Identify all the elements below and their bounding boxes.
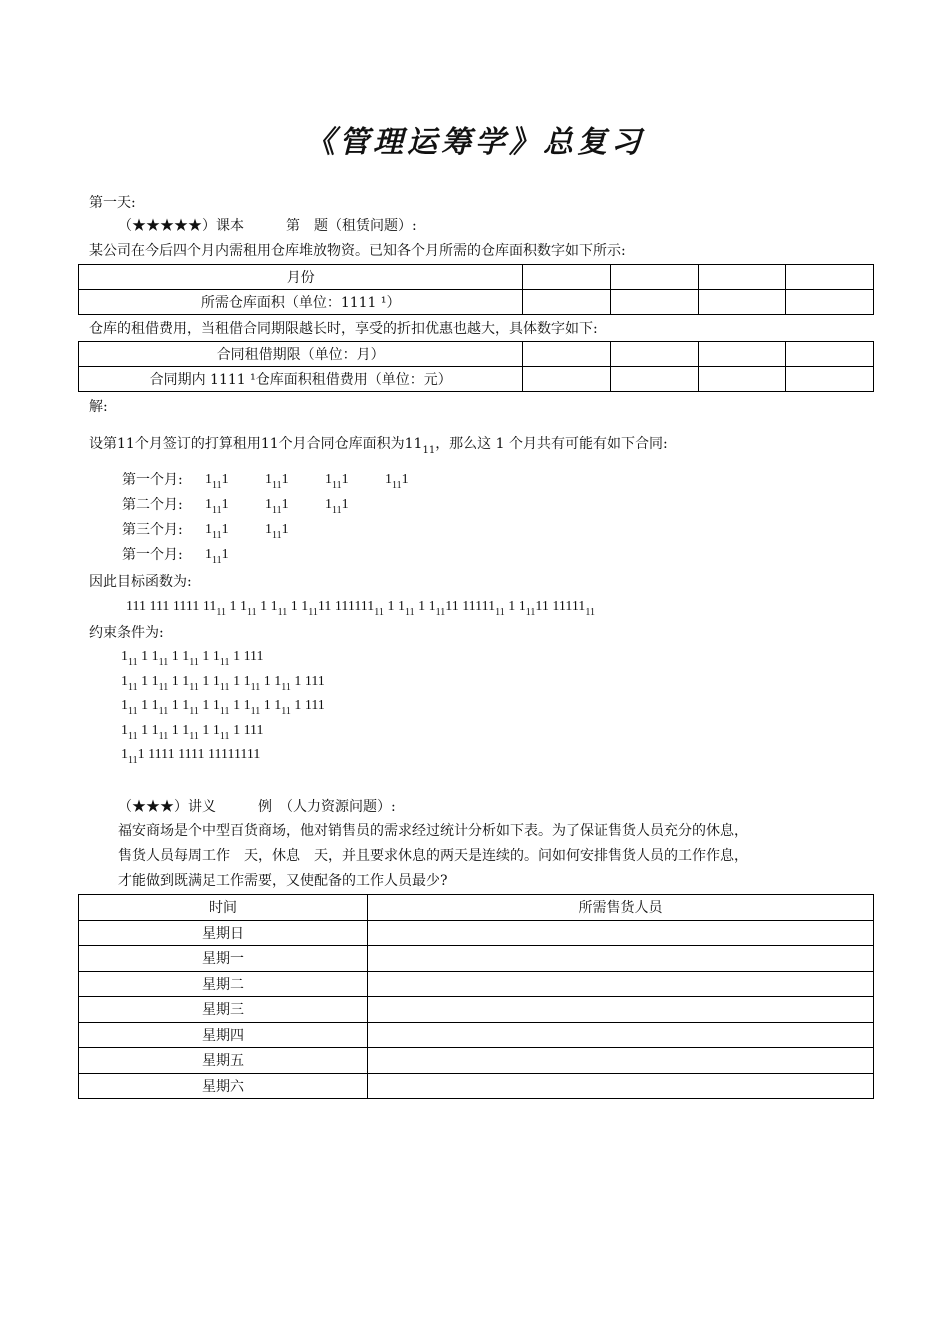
- day-cell: 星期一: [79, 946, 368, 972]
- day-cell: 星期三: [79, 997, 368, 1023]
- section1-para2: 仓库的租借费用，当租借合同期限越长时，享受的折扣优惠也越大，具体数字如下:: [89, 321, 598, 337]
- warehouse-area-table: [78, 264, 874, 315]
- var-x31: $1_{11}1$: [205, 522, 229, 541]
- var-x32: $1_{11}1$: [265, 522, 289, 541]
- var-x13: $1_{11}1$: [325, 472, 349, 491]
- var-x21: $1_{11}1$: [205, 497, 229, 516]
- var-x23: $1_{11}1$: [325, 497, 349, 516]
- day-cell: 星期五: [79, 1048, 368, 1074]
- section1-para1: 某公司在今后四个月内需租用仓库堆放物资。已知各个月所需的仓库面积数字如下所示:: [89, 243, 626, 259]
- table-row: [79, 265, 874, 290]
- constraints-label: 约束条件为:: [89, 625, 164, 641]
- var-x14: $1_{11}1$: [385, 472, 409, 491]
- constraint-3: $1_{11}$ 1 $1_{11}$ 1 $1_{11}$ 1 $1_{11}$ 1 $1_{11}$ 1 $1_{11}$ 1 111: [121, 698, 325, 717]
- constraint-4: $1_{11}$ 1 $1_{11}$ 1 $1_{11}$ 1 $1_{11}$ 1 111: [121, 723, 264, 742]
- constraint-nonneg: $1_{11}1$ 1111 1111 11111111: [121, 747, 261, 766]
- month-4-label: 第一个月:: [122, 547, 183, 563]
- day-cell: 星期四: [79, 1022, 368, 1048]
- table-row: [79, 920, 874, 946]
- area-header: 所需仓库面积（单位：1111 ¹）: [79, 290, 523, 315]
- var-x22: $1_{11}1$: [265, 497, 289, 516]
- section2-para3: 才能做到既满足工作需要，又使配备的工作人员最少?: [118, 873, 448, 889]
- table-row: [79, 997, 874, 1023]
- objective-label: 因此目标函数为:: [89, 574, 192, 590]
- table-row: [79, 971, 874, 997]
- month-header: 月份: [79, 265, 523, 290]
- day-cell: 星期日: [79, 920, 368, 946]
- section1-heading: （★★★★★）课本 第 题（租赁问题）:: [118, 218, 417, 234]
- day-label: 第一天:: [89, 195, 136, 211]
- table-row: [79, 1048, 874, 1074]
- lease-term-header: 合同租借期限（单位：月）: [79, 342, 523, 367]
- section2-para2: 售货人员每周工作 天，休息 天，并且要求休息的两天是连续的。问如何安排售货人员的工作作息，: [118, 848, 748, 864]
- lease-cost-header: 合同期内 1111 ¹仓库面积租借费用（单位：元）: [79, 367, 523, 392]
- staff-requirement-table: [78, 894, 874, 1099]
- table-row: [79, 946, 874, 972]
- variable-definition: 设第11个月签订的打算租用11个月合同仓库面积为$11_{11}$，那么这 1 个月共有可能有如下合同:: [89, 436, 668, 456]
- table-row: [79, 342, 874, 367]
- section2-heading: （★★★）讲义 例 （人力资源问题）:: [118, 799, 396, 815]
- time-header: 时间: [79, 895, 368, 921]
- table-row: [79, 1073, 874, 1099]
- constraint-2: $1_{11}$ 1 $1_{11}$ 1 $1_{11}$ 1 $1_{11}$ 1 $1_{11}$ 1 $1_{11}$ 1 111: [121, 674, 325, 693]
- month-1-label: 第一个月:: [122, 472, 183, 488]
- var-x12: $1_{11}1$: [265, 472, 289, 491]
- var-x11: $1_{11}1$: [205, 472, 229, 491]
- table-row: [79, 1022, 874, 1048]
- staff-header: 所需售货人员: [368, 895, 874, 921]
- section2-para1: 福安商场是个中型百货商场，他对销售员的需求经过统计分析如下表。为了保证售货人员充分的休息，: [118, 823, 748, 839]
- page-title: 《管理运筹学》总复习: [305, 125, 645, 160]
- day-cell: 星期六: [79, 1073, 368, 1099]
- month-2-label: 第二个月:: [122, 497, 183, 513]
- solution-label: 解:: [89, 399, 108, 415]
- day-cell: 星期二: [79, 971, 368, 997]
- objective-function: 111 111 1111 $11_{11}$ 1 $1_{11}$ 1 $1_{11}$ 1 $1_{11}11$ $111111_{11}$ 1 $1_{11}$ 1 $1_{11}11$ $11111_{11}$ 1 $1_{11}11$ $11111_{11}$: [126, 599, 595, 618]
- var-x41: $1_{11}1$: [205, 547, 229, 566]
- table-row: [79, 290, 874, 315]
- lease-cost-table: [78, 341, 874, 392]
- month-3-label: 第三个月:: [122, 522, 183, 538]
- table-row: [79, 367, 874, 392]
- table-header-row: [79, 895, 874, 921]
- constraint-1: $1_{11}$ 1 $1_{11}$ 1 $1_{11}$ 1 $1_{11}$ 1 111: [121, 649, 264, 668]
